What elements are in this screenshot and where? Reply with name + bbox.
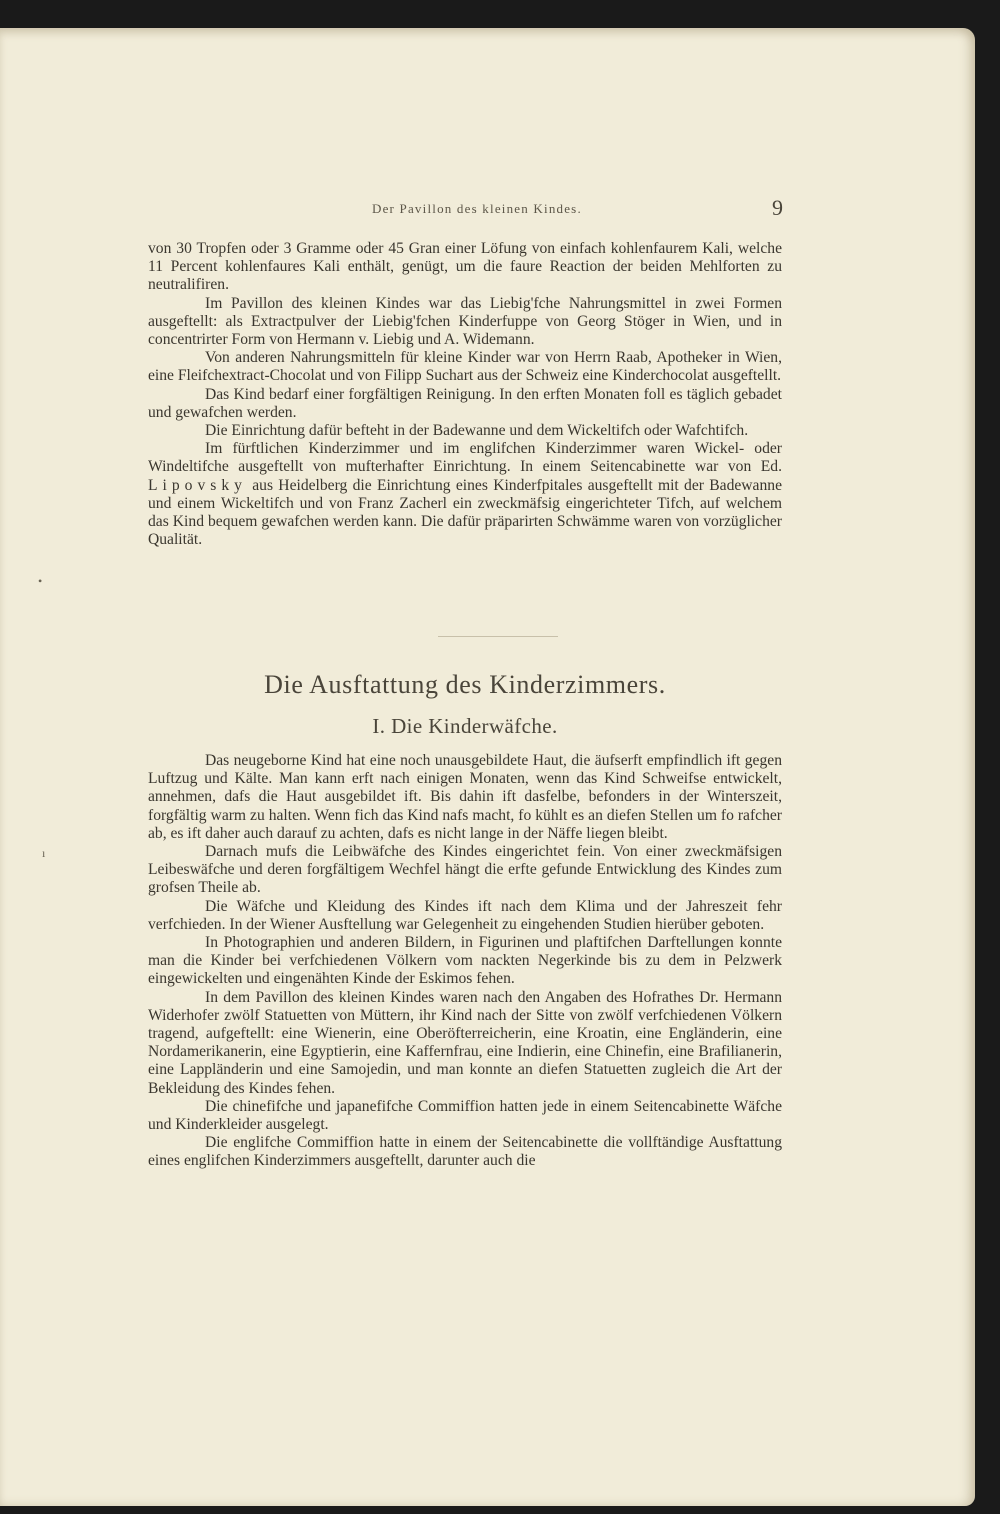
paragraph-part: Im fürftlichen Kinderzimmer und im englifchen Kinderzimmer waren Wickel- oder Windeltifche ausgeftellt von mufterhafter Einrichtung. In einem Seitencabinette war von Ed. — [148, 440, 782, 476]
page-number: 9 — [772, 195, 783, 220]
paragraph: Das Kind bedarf einer forgfältigen Reinigung. In den erften Monaten foll es täglich gebadet und gewafchen werden. — [148, 385, 782, 421]
paragraph: Die englifche Commiffion hatte in einem der Seitencabinette die vollftändige Ausftattung eines englifchen Kinderzimmers ausgeftellt, darunter auch die — [148, 1134, 782, 1170]
paragraph: Das neugeborne Kind hat eine noch unausgebildete Haut, die äufserft empfindlich ift gegen Luftzug und Kälte. Man kann erft nach einigen Monaten, wenn das Kind Schweifse entwickelt, annehmen, dafs die Haut ausgebildet ift. Bis dahin ift dasfelbe, befonders in der Winterszeit, forgfältig warm zu halten. Wenn fich das Kind nafs macht, fo kühlt es an diefen Stellen um fo rafcher ab, es ift daher auch darauf zu achten, dafs es nicht lange in der Näffe liegen bleibt. — [148, 752, 782, 842]
section-title: Die Ausftattung des Kinderzimmers. — [264, 670, 666, 699]
paragraph — [148, 440, 782, 549]
paragraph: Die Wäfche und Kleidung des Kindes ift nach dem Klima und der Jahreszeit fehr verfchieden. In der Wiener Ausftellung war Gelegenheit zu eingehenden Studien hierüber geboten. — [148, 897, 782, 933]
subsection-title: I. Die Kinderwäfche. — [372, 714, 558, 738]
section-divider — [438, 636, 558, 637]
paragraph: von 30 Tropfen oder 3 Gramme oder 45 Gran einer Löfung von einfach kohlenfaurem Kali, welche 11 Percent kohlenfaures Kali enthält, genügt, um die faure Reaction der beiden Mehlforten zu neutralifiren. — [148, 240, 782, 294]
spaced-name: Lipovsky — [148, 476, 247, 494]
margin-mark: ı — [42, 846, 46, 860]
paragraph: In dem Pavillon des kleinen Kindes waren nach den Angaben des Hofrathes Dr. Hermann Widerhofer zwölf Statuetten von Müttern, ihr Kind nach der Sitte von zwölf verfchiedenen Völkern tragend, aufgeftellt: eine Wienerin, eine Oberöfterreicherin, eine Kroatin, eine Engländerin, eine Nordamerikanerin, eine Egyptierin, eine Kaffernfrau, eine Indierin, eine Chinefin, eine Brafilianerin, eine Lappländerin und eine Samojedin, und man konnte an diefen Statuetten zugleich die Art der Bekleidung des Kindes fehen. — [148, 988, 782, 1097]
running-header — [0, 195, 1000, 221]
paragraph: Die Einrichtung dafür befteht in der Badewanne und dem Wickeltifch oder Wafchtifch. — [205, 422, 749, 440]
margin-mark: • — [38, 574, 43, 588]
paragraph: Von anderen Nahrungsmitteln für kleine Kinder war von Herrn Raab, Apotheker in Wien, eine Fleifchextract-Chocolat und von Filipp Suchart aus der Schweiz eine Kinderchocolat ausgeftellt. — [148, 349, 782, 385]
paragraph-part: aus Heidelberg die Einrichtung eines Kinderfpitales ausgeftellt mit der Badewanne und einem Wickeltifch und von Franz Zacherl ein zweckmäfsig eingerichteter Tifch, auf welchem das Kind bequem gewafchen werden kann. Die dafür präparirten Schwämme waren von vorzüglicher Qualität. — [148, 476, 782, 549]
text-block-bottom — [148, 752, 782, 1171]
paragraph: In Photographien und anderen Bildern, in Figurinen und plaftifchen Darftellungen konnte man die Kinder bei verfchiedenen Völkern vom nackten Negerkinde bis zu dem in Pelzwerk eingewickelten und eingenähten Kinde der Eskimos fehen. — [148, 934, 782, 988]
paragraph: Im Pavillon des kleinen Kindes war das Liebig'fche Nahrungsmittel in zwei Formen ausgeftellt: als Extractpulver der Liebig'fchen Kinderfuppe von Georg Stöger in Wien, und in concentrirter Form von Hermann v. Liebig und A. Widemann. — [148, 294, 782, 349]
paragraph: Die chinefifche und japanefifche Commiffion hatten jede in einem Seitencabinette Wäfche und Kinderkleider ausgelegt. — [148, 1097, 782, 1134]
text-block-top — [148, 240, 782, 549]
running-title: Der Pavillon des kleinen Kindes. — [372, 201, 582, 216]
paragraph: Darnach mufs die Leibwäfche des Kindes eingerichtet fein. Von einer zweckmäfsigen Leibeswäfche und deren forgfältigem Wechfel hängt die erfte gefunde Entwicklung des Kindes zum grofsen Theile ab. — [148, 843, 782, 897]
